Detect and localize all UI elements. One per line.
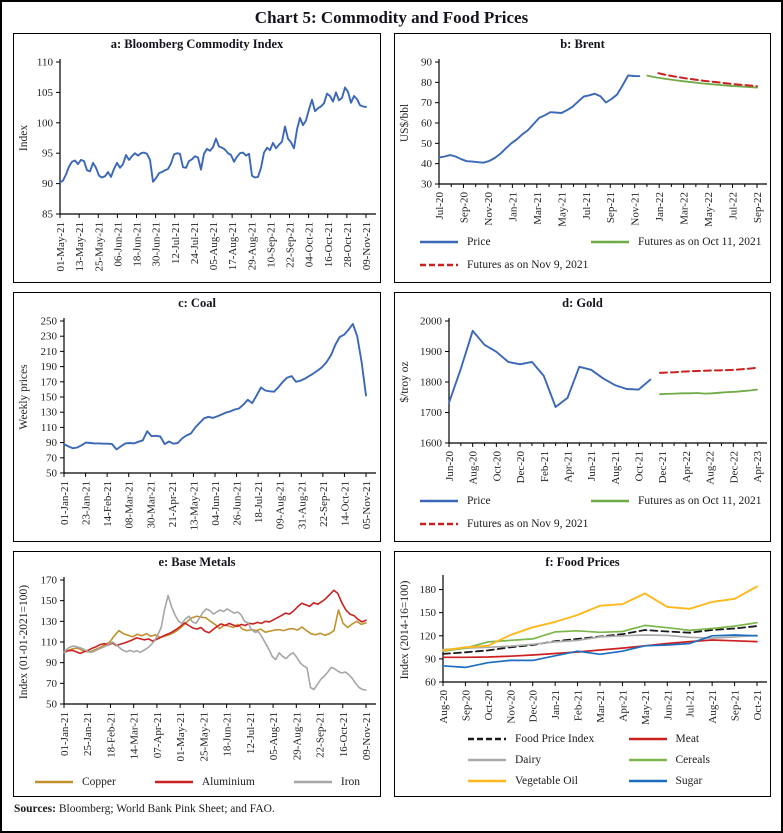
legend-item-sugar xyxy=(628,770,771,791)
y-tick-label: 60 xyxy=(421,117,432,130)
legend-item-price xyxy=(395,230,590,253)
x-tick-label: 01-May-21 xyxy=(175,712,188,762)
y-tick-label: 50 xyxy=(46,698,57,711)
y-tick-label: 210 xyxy=(40,345,57,358)
food-prices-chart xyxy=(395,572,769,728)
x-tick-label: Oct-20 xyxy=(482,690,495,721)
x-tick-label: 05-Aug-21 xyxy=(268,712,281,761)
y-tick-label: 230 xyxy=(40,330,57,343)
panel-coal xyxy=(13,292,381,542)
legend-row xyxy=(395,512,770,535)
legend-swatch xyxy=(154,779,194,785)
legend-label: Price xyxy=(467,235,491,248)
y-tick-label: 170 xyxy=(40,376,57,389)
y-tick-label: 95 xyxy=(42,147,53,160)
x-tick-label: 18-Jun-21 xyxy=(131,222,144,267)
legend-item-futures-as-on-nov-9-2021 xyxy=(395,253,590,276)
x-tick-label: 14-Mar-21 xyxy=(128,712,141,760)
x-tick-label: Apr-21 xyxy=(617,690,630,722)
y-tick-label: 40 xyxy=(421,158,432,171)
legend-label: Sugar xyxy=(675,774,703,787)
x-tick-label: May-22 xyxy=(703,192,716,227)
y-tick-label: 90 xyxy=(42,178,53,191)
legend-label: Price xyxy=(467,494,491,507)
x-tick-label: 24-Jul-21 xyxy=(188,222,201,265)
x-tick-label: Mar-21 xyxy=(595,690,607,723)
x-tick-label: 09-Nov-21 xyxy=(361,222,373,271)
legend-label: Meat xyxy=(675,732,700,745)
legend-item-futures-as-on-oct-11-2021 xyxy=(590,230,770,253)
x-tick-label: 13-May-21 xyxy=(188,481,201,531)
legend-row xyxy=(395,253,770,276)
series-coal-weekly xyxy=(64,324,366,449)
legend-swatch xyxy=(467,736,507,742)
legend-item-price xyxy=(395,489,590,512)
legend-swatch xyxy=(34,779,74,785)
legend-label: Futures as on Oct 11, 2021 xyxy=(638,494,762,507)
legend-item-vegetable-oil xyxy=(395,770,628,791)
y-tick-label: 250 xyxy=(40,315,57,328)
panel-food-prices xyxy=(394,551,771,797)
figure-title: Chart 5: Commodity and Food Prices xyxy=(254,8,529,27)
legend-item-futures-as-on-oct-11-2021 xyxy=(590,489,770,512)
x-tick-label: 09-Aug-21 xyxy=(274,481,287,530)
x-tick-label: 28-Oct-21 xyxy=(341,222,354,268)
legend-item-iron xyxy=(293,770,360,793)
y-tick-label: 1900 xyxy=(420,346,442,358)
legend-row xyxy=(395,728,770,749)
legend-swatch xyxy=(419,498,459,504)
x-tick-label: 18-Jul-21 xyxy=(253,481,266,524)
legend-label: Copper xyxy=(81,775,116,788)
legend-label: Dairy xyxy=(515,753,542,766)
y-tick-label: 170 xyxy=(40,574,57,587)
x-tick-label: Jan-21 xyxy=(550,690,563,720)
y-axis-title: Index (01-01-2021=100) xyxy=(18,584,30,700)
x-tick-label: Aug-21 xyxy=(707,690,720,724)
y-axis-title: Index (2014-16=100) xyxy=(399,580,411,680)
x-tick-label: Dec-20 xyxy=(527,690,540,723)
y-tick-label: 150 xyxy=(40,595,57,608)
legend-item-copper xyxy=(34,770,116,793)
x-tick-label: Jun-21 xyxy=(586,451,599,481)
legend-swatch xyxy=(467,778,507,784)
legend-swatch xyxy=(419,239,459,245)
x-tick-label: Jun-20 xyxy=(444,451,456,481)
y-tick-label: 50 xyxy=(421,137,432,150)
series-copper xyxy=(64,610,366,652)
x-tick-label: 30-Mar-21 xyxy=(145,481,158,529)
x-tick-label: Dec-22 xyxy=(728,451,741,484)
x-tick-label: 29-Aug-21 xyxy=(291,712,304,761)
x-tick-label: Oct-21 xyxy=(633,451,646,482)
x-tick-label: Jul-21 xyxy=(580,192,593,220)
x-tick-label: 29-Aug-21 xyxy=(246,222,259,271)
y-tick-label: 130 xyxy=(40,406,57,419)
bloomberg-commodity-chart xyxy=(14,54,378,280)
series-futures-oct xyxy=(660,390,757,395)
series-futures-nov xyxy=(660,368,757,373)
x-tick-label: Sep-22 xyxy=(752,192,764,224)
x-tick-label: 22-Sep-21 xyxy=(284,222,297,268)
legend-item-futures-as-on-nov-9-2021 xyxy=(395,512,590,535)
food-prices-legend xyxy=(395,728,770,791)
legend-label: Aluminium xyxy=(201,775,255,788)
x-tick-label: 10-Sep-21 xyxy=(265,222,278,268)
y-tick-label: 80 xyxy=(421,76,432,89)
y-tick-label: 90 xyxy=(46,657,57,670)
x-tick-label: 08-Mar-21 xyxy=(123,481,136,529)
x-tick-label: 04-Oct-21 xyxy=(303,222,316,268)
legend-label: Futures as on Nov 9, 2021 xyxy=(467,258,589,271)
legend-swatch xyxy=(628,736,668,742)
x-tick-label: Oct-20 xyxy=(491,451,504,482)
legend-item-meat xyxy=(628,728,771,749)
y-tick-label: 180 xyxy=(419,584,436,597)
y-tick-label: 130 xyxy=(40,615,57,628)
y-tick-label: 150 xyxy=(40,391,57,404)
x-tick-label: 01-Jan-21 xyxy=(59,712,71,756)
x-tick-label: 09-Nov-21 xyxy=(361,712,373,761)
x-tick-label: Sep-21 xyxy=(729,690,742,722)
y-tick-label: 110 xyxy=(40,636,57,649)
x-tick-label: 01-Jan-21 xyxy=(59,481,71,525)
sources-note xyxy=(14,803,769,815)
sources-label: Sources: xyxy=(14,803,56,815)
x-tick-label: Jan-21 xyxy=(507,192,520,222)
x-tick-label: Nov-20 xyxy=(505,690,518,724)
x-tick-label: Aug-20 xyxy=(438,690,450,724)
legend-swatch xyxy=(419,262,459,268)
y-tick-label: 90 xyxy=(421,56,432,69)
x-tick-label: Sep-20 xyxy=(458,192,471,224)
series-futures-oct xyxy=(647,76,757,88)
legend-row xyxy=(395,230,770,253)
legend-swatch xyxy=(628,778,668,784)
legend-label: Iron xyxy=(340,775,361,788)
x-tick-label: Feb-21 xyxy=(538,451,551,483)
legend-swatch xyxy=(590,239,630,245)
x-tick-label: 16-Oct-21 xyxy=(322,222,335,268)
x-tick-label: Apr-21 xyxy=(562,451,575,483)
x-tick-label: Aug-21 xyxy=(609,451,622,485)
x-tick-label: Jul-22 xyxy=(727,192,740,220)
x-tick-label: Jun-21 xyxy=(662,690,675,720)
panel-brent xyxy=(394,33,771,283)
x-tick-label: 13-May-21 xyxy=(74,222,87,272)
x-tick-label: 07-Apr-21 xyxy=(151,712,164,759)
x-tick-label: 18-Jun-21 xyxy=(221,712,234,757)
y-tick-label: 30 xyxy=(421,178,432,191)
y-tick-label: 2000 xyxy=(420,315,442,328)
x-tick-label: 25-Jan-21 xyxy=(82,712,95,756)
legend-row xyxy=(395,770,770,791)
y-tick-label: 100 xyxy=(36,117,53,130)
x-tick-label: May-21 xyxy=(556,192,569,227)
x-tick-label: Apr-22 xyxy=(680,451,693,483)
y-axis-title: $/troy oz xyxy=(399,361,411,403)
base-metals-chart xyxy=(14,572,378,770)
x-tick-label: 14-Feb-21 xyxy=(102,481,115,527)
x-tick-label: Oct-21 xyxy=(752,690,764,721)
legend-swatch xyxy=(628,757,668,763)
panel-title: a: Bloomberg Commodity Index xyxy=(110,37,284,51)
x-tick-label: Aug-20 xyxy=(467,451,480,485)
legend-label: Futures as on Oct 11, 2021 xyxy=(638,235,762,248)
y-tick-label: 110 xyxy=(40,421,57,434)
coal-chart xyxy=(14,313,378,539)
x-tick-label: 12-Jul-21 xyxy=(244,712,257,755)
panel-bloomberg-commodity-index xyxy=(13,33,381,283)
x-tick-label: Sep-20 xyxy=(460,690,473,722)
legend-item-dairy xyxy=(395,749,628,770)
x-tick-label: 16-Oct-21 xyxy=(337,712,350,758)
gold-chart xyxy=(395,313,769,489)
legend-item-aluminium xyxy=(154,770,255,793)
x-tick-label: 14-Oct-21 xyxy=(339,481,352,527)
legend-label: Cereals xyxy=(675,753,710,766)
x-tick-label: Jul-20 xyxy=(434,192,446,220)
x-tick-label: 05-Nov-21 xyxy=(361,481,373,530)
panel-title: d: Gold xyxy=(562,296,603,310)
x-tick-label: 26-Jun-21 xyxy=(231,481,244,526)
base-metals-legend xyxy=(14,770,380,793)
x-tick-label: 25-May-21 xyxy=(198,712,211,762)
x-tick-label: Jul-21 xyxy=(684,690,697,718)
legend-swatch xyxy=(419,521,459,527)
x-tick-label: 12-Jul-21 xyxy=(169,222,182,265)
legend-item-cereals xyxy=(628,749,771,770)
series-bcom-index xyxy=(60,88,366,183)
legend-label: Futures as on Nov 9, 2021 xyxy=(467,517,589,530)
panel-gold xyxy=(394,292,771,542)
y-tick-label: 1800 xyxy=(420,376,442,389)
panel-title: b: Brent xyxy=(560,37,605,51)
gold-legend xyxy=(395,489,770,535)
x-tick-label: Feb-21 xyxy=(572,690,585,722)
x-tick-label: Aug-22 xyxy=(704,451,717,485)
legend-row xyxy=(14,770,380,793)
legend-swatch xyxy=(293,779,333,785)
panel-title: e: Base Metals xyxy=(158,555,236,569)
x-tick-label: 23-Jan-21 xyxy=(80,481,93,525)
legend-swatch xyxy=(590,498,630,504)
y-tick-label: 110 xyxy=(36,56,53,69)
y-axis-title: US$/bbl xyxy=(399,103,411,143)
x-tick-label: Apr-23 xyxy=(752,451,764,483)
y-tick-label: 70 xyxy=(46,452,57,465)
y-tick-label: 70 xyxy=(421,97,432,110)
y-tick-label: 70 xyxy=(46,677,57,690)
x-tick-label: 17-Aug-21 xyxy=(227,222,240,271)
x-tick-label: Mar-22 xyxy=(678,192,691,225)
y-tick-label: 150 xyxy=(419,607,436,620)
x-tick-label: Sep-21 xyxy=(605,192,618,224)
y-tick-label: 90 xyxy=(425,653,436,666)
brent-legend xyxy=(395,230,770,276)
legend-row xyxy=(395,749,770,770)
x-tick-label: Dec-21 xyxy=(657,451,670,484)
x-tick-label: May-21 xyxy=(639,690,652,725)
x-tick-label: 22-Sep-21 xyxy=(317,481,330,527)
brent-chart xyxy=(395,54,769,230)
y-tick-label: 85 xyxy=(42,208,53,221)
panel-title: f: Food Prices xyxy=(545,555,620,569)
y-tick-label: 90 xyxy=(46,437,57,450)
x-tick-label: Nov-20 xyxy=(482,192,495,226)
y-tick-label: 105 xyxy=(36,86,53,99)
x-tick-label: 18-Feb-21 xyxy=(105,712,118,758)
x-tick-label: 05-Aug-21 xyxy=(208,222,220,271)
panel-base-metals xyxy=(13,551,381,797)
x-tick-label: 04-Jun-21 xyxy=(210,481,222,526)
x-tick-label: Jan-22 xyxy=(654,192,667,222)
legend-swatch xyxy=(467,757,507,763)
y-axis-title: Weekly prices xyxy=(18,364,30,430)
x-tick-label: 31-Aug-21 xyxy=(296,481,309,530)
legend-label: Food Price Index xyxy=(515,732,595,745)
legend-item-food-price-index xyxy=(395,728,628,749)
y-tick-label: 1600 xyxy=(420,437,442,450)
x-tick-label: 30-Jun-21 xyxy=(150,222,163,267)
x-tick-label: 01-May-21 xyxy=(55,222,67,272)
legend-row xyxy=(395,489,770,512)
x-tick-label: 25-May-21 xyxy=(93,222,106,272)
x-tick-label: 21-Apr-21 xyxy=(166,481,179,528)
y-axis-title: Index xyxy=(18,124,30,152)
sources-text: Bloomberg; World Bank Pink Sheet; and FAO. xyxy=(55,803,275,815)
x-tick-label: Dec-20 xyxy=(515,451,528,484)
y-tick-label: 120 xyxy=(419,630,436,643)
y-tick-label: 50 xyxy=(46,467,57,480)
x-tick-label: 06-Jun-21 xyxy=(112,222,125,267)
series-price xyxy=(449,331,650,407)
y-tick-label: 1700 xyxy=(420,407,442,419)
y-tick-label: 190 xyxy=(40,361,57,374)
panel-grid xyxy=(13,33,770,797)
panel-title: c: Coal xyxy=(178,296,216,310)
legend-label: Vegetable Oil xyxy=(515,774,578,787)
series-price xyxy=(439,75,639,162)
x-tick-label: 22-Sep-21 xyxy=(314,712,327,758)
y-tick-label: 60 xyxy=(425,676,436,689)
x-tick-label: Mar-21 xyxy=(531,192,544,225)
x-tick-label: Nov-21 xyxy=(629,192,642,226)
